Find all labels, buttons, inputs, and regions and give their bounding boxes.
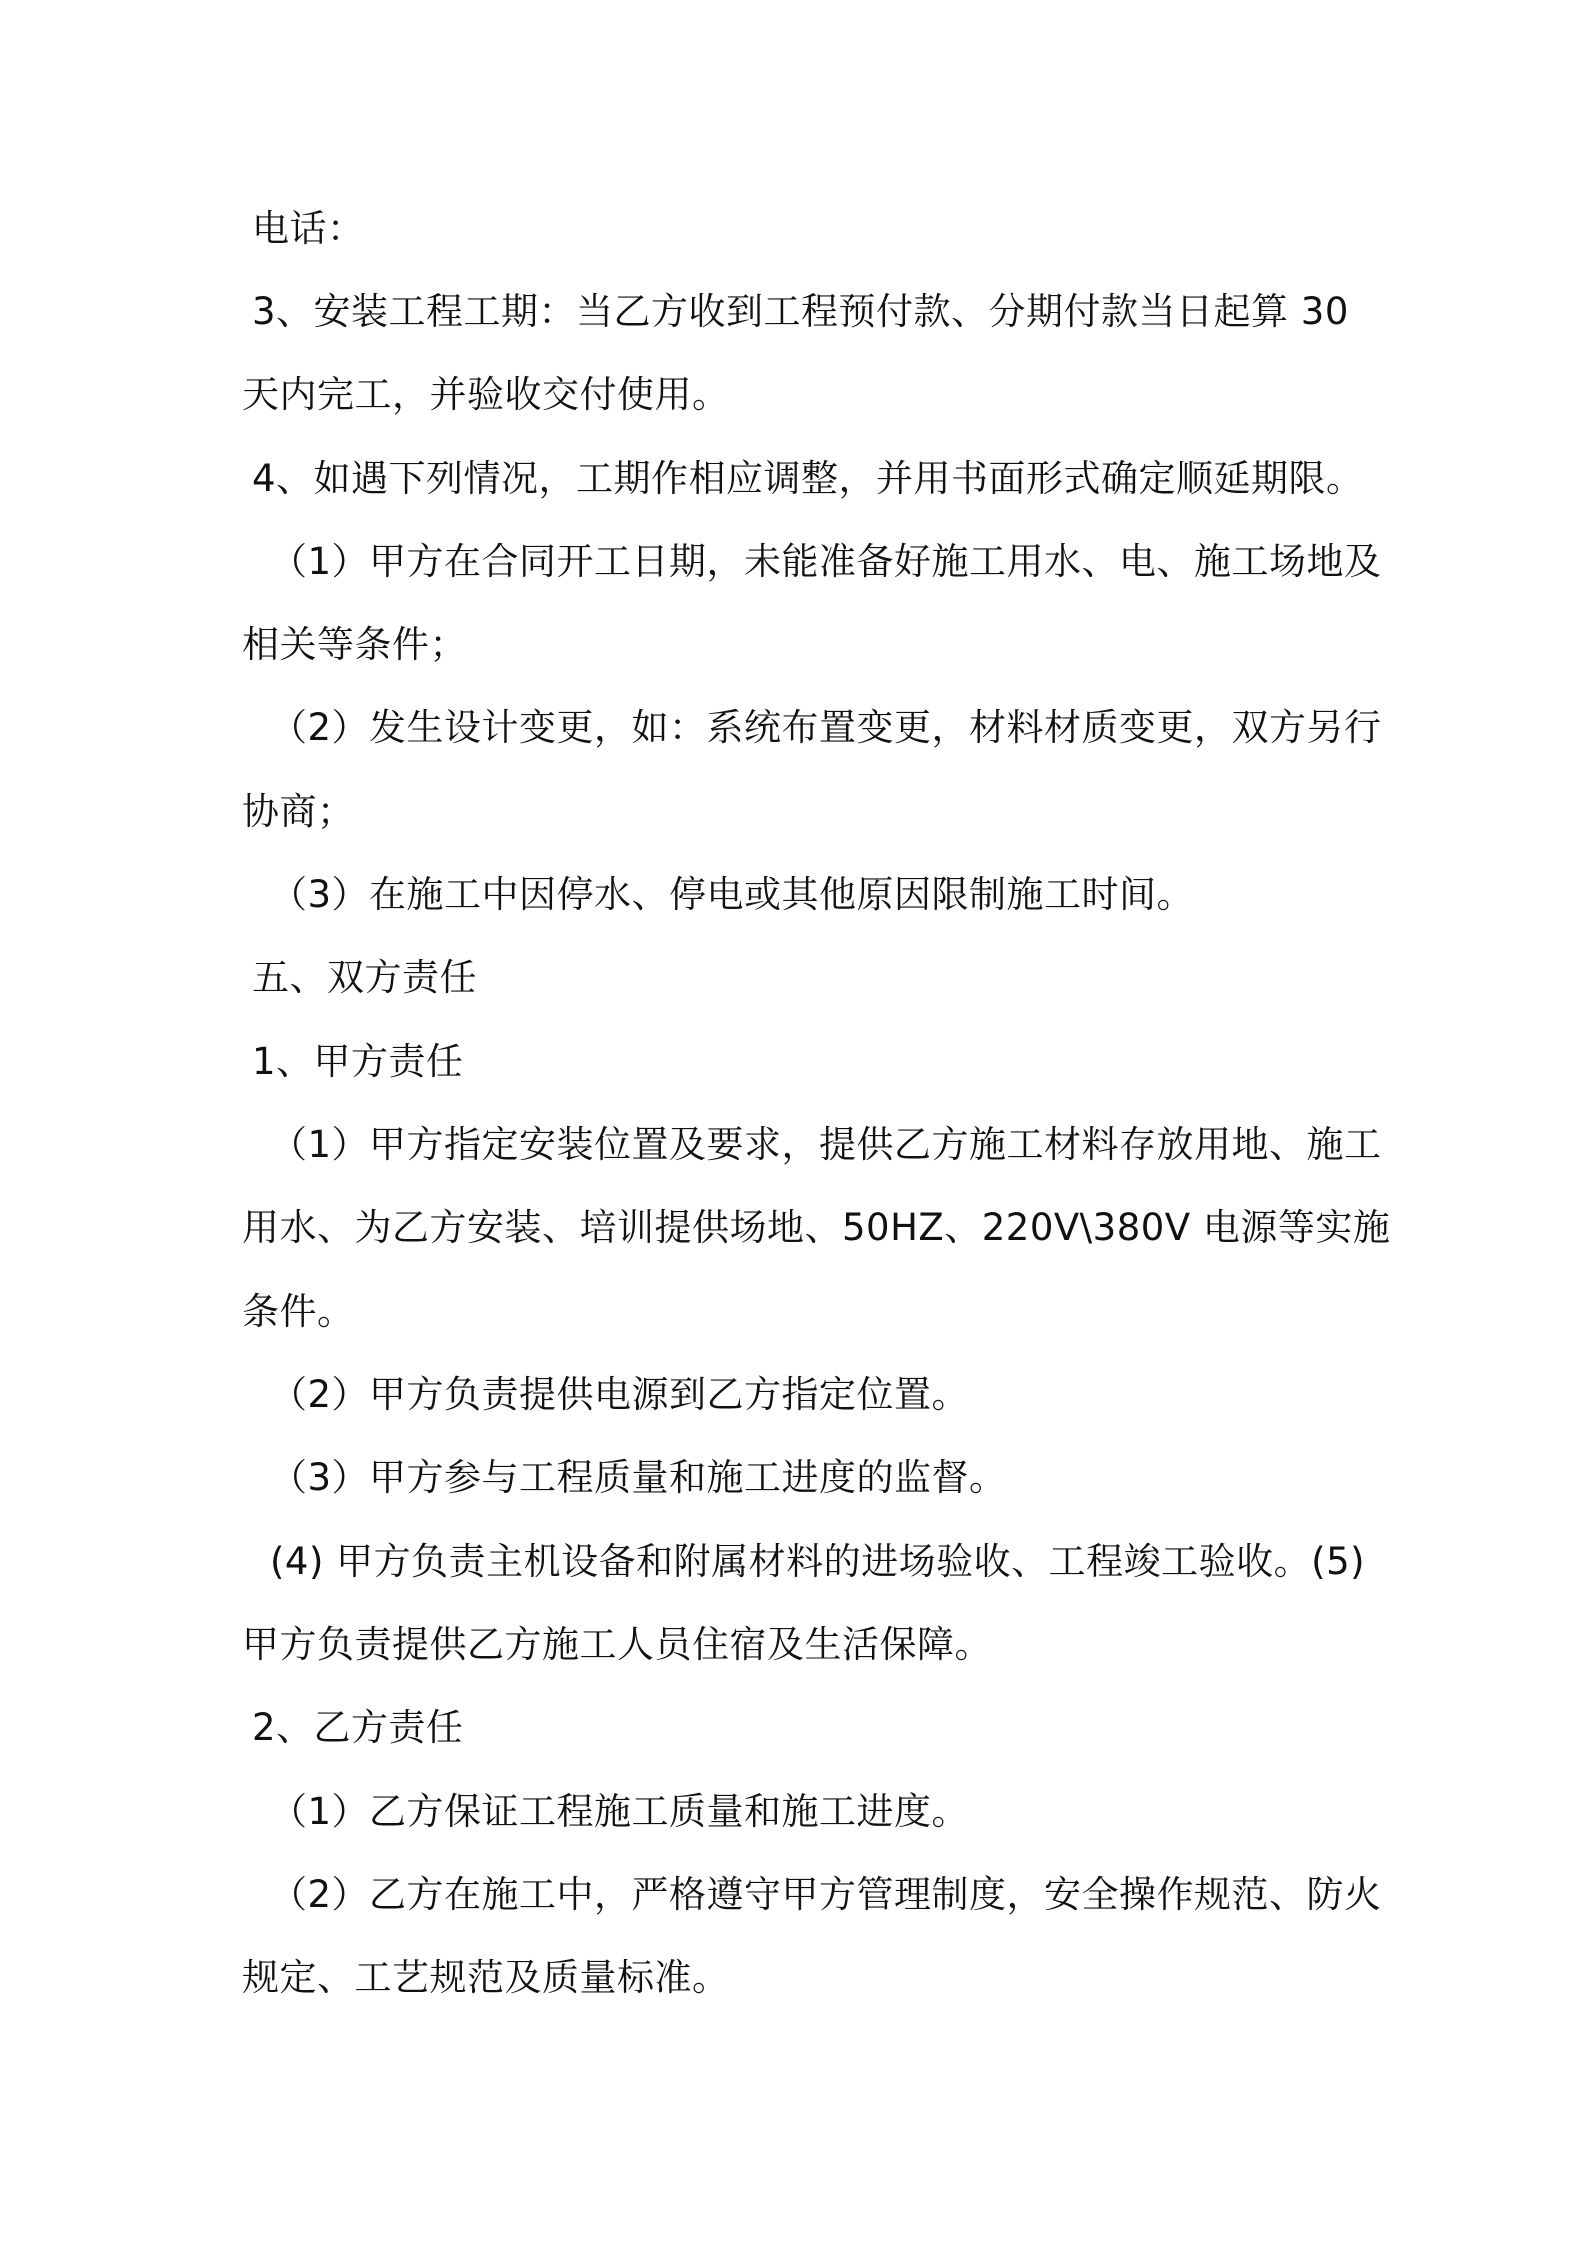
party-b-item-2-line-2: 规定、工艺规范及质量标准。	[242, 1956, 730, 1999]
clause-4-line: 4、如遇下列情况，工期作相应调整，并用书面形式确定顺延期限。	[252, 457, 1364, 500]
party-a-item-4-5-line-1: (4) 甲方负责主机设备和附属材料的进场验收、工程竣工验收。(5)	[270, 1540, 1366, 1583]
party-a-item-1-line-1: （1）甲方指定安装位置及要求，提供乙方施工材料存放用地、施工	[270, 1123, 1382, 1166]
party-a-heading: 1、甲方责任	[252, 1040, 464, 1083]
clause-4-item-3-line: （3）在施工中因停水、停电或其他原因限制施工时间。	[270, 873, 1195, 916]
party-a-item-3-line: （3）甲方参与工程质量和施工进度的监督。	[270, 1456, 1007, 1499]
party-a-item-1-line-2: 用水、为乙方安装、培训提供场地、50HZ、220V\380V 电源等实施	[242, 1206, 1391, 1249]
party-b-item-2-line-1: （2）乙方在施工中，严格遵守甲方管理制度，安全操作规范、防火	[270, 1873, 1382, 1916]
clause-3-line-1: 3、安装工程工期：当乙方收到工程预付款、分期付款当日起算 30	[252, 290, 1349, 333]
party-b-item-1-line: （1）乙方保证工程施工质量和施工进度。	[270, 1790, 970, 1833]
clause-4-item-1-line-2: 相关等条件；	[242, 623, 467, 666]
phone-line: 电话：	[252, 207, 365, 250]
party-b-heading: 2、乙方责任	[252, 1706, 464, 1749]
party-a-item-1-line-3: 条件。	[242, 1290, 355, 1333]
clause-4-item-1-line-1: （1）甲方在合同开工日期，未能准备好施工用水、电、施工场地及	[270, 540, 1382, 583]
clause-3-line-2: 天内完工，并验收交付使用。	[242, 373, 730, 416]
section-5-heading: 五、双方责任	[252, 956, 477, 999]
party-a-item-5-line-2: 甲方负责提供乙方施工人员住宿及生活保障。	[242, 1623, 992, 1666]
party-a-item-2-line: （2）甲方负责提供电源到乙方指定位置。	[270, 1373, 970, 1416]
clause-4-item-2-line-2: 协商；	[242, 790, 355, 833]
clause-4-item-2-line-1: （2）发生设计变更，如：系统布置变更，材料材质变更，双方另行	[270, 706, 1382, 749]
